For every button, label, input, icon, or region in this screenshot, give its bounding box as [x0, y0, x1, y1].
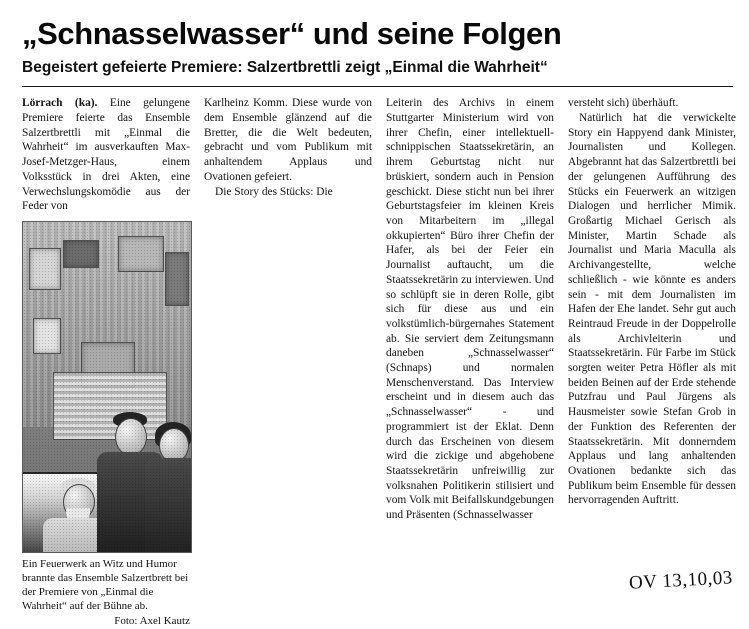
- column-1: [22, 96, 190, 628]
- photo-credit: Foto: Axel Kautz: [114, 615, 190, 628]
- photo-wrapper: [22, 221, 190, 629]
- photo-caption: Ein Feuerwerk an Witz und Humor brannte das Ensemble Salzertbrett bei der Premiere von „Einmal die Wahrheit“ auf der Bühne ab.: [22, 557, 189, 612]
- column-3: [386, 96, 554, 522]
- column-3-paragraph-1: Leiterin des Archivs in einem Stuttgarter Ministerium wird von ihrer Chefin, einer intellektuell-schnippischen Staatssekretärin, an ihrem Geburtstag nicht nur brüskiert, sondern auch in Pension geschickt. Diese sticht nun bei ihrer Geburtstagsfeier im kleinen Kreis von Mitarbeitern im „illegal okkupierten“ Büro ihrer Chefin der Hafer, als bei der Feier ein Journalist auftaucht, um die Staatssekretärin zu interviewen. Und so schlüpft sie in deren Rolle, gibt sich für diese aus und ein volkstümlich-bürgernahes Statement ab. Sie serviert dem Zeitungsmann daneben „Schnasselwasser“ (Schnaps) und normalen Menschenverstand. Das Interview erscheint und in diesem auch das „Schnasselwasser“ - und programmiert ist der Eklat. Denn durch das Erscheinen von diesem wird die zickige und abgehobene Staatssekretärin unfreiwillig zur volksnahen Politikerin stilisiert und vom Volk mit Beifallskundgebungen und Präsenten (Schnasselwasser: [386, 97, 554, 522]
- column-4-paragraph-1: versteht sich) überhäuft.: [568, 97, 679, 110]
- article-columns: [22, 96, 736, 628]
- column-1-paragraph-1: [22, 96, 190, 214]
- handwritten-annotation: OV 13,10,03: [628, 567, 734, 594]
- column-4-paragraph-2: Natürlich hat die verwickelte Story ein Happyend dank Minister, Journalisten und Kollegen. Abgebrannt hat das Salzertbrettli bei der gelungenen Aufführung des Stücks ein Feuerwerk an witzigen Dialogen und herrlicher Mimik. Großartig Michael Gerisch als Minister, Martin Schade als Journalist und Maria Maculla als Archivangestellte, welche schließlich - wie könnte es anders sein - mit dem Journalisten im Hafen der Ehe landet. Sehr gut auch Reintraud Freude in der Doppelrolle als Archivleiterin und Staatssekretärin. Für Farbe im Stück sorgten weiter Petra Höfler als mit beiden Beinen auf der Erde stehende Putzfrau und Paul Jürgens als Hausmeister sowie Stefan Grob in der Funktion des Referenten der Staatssekretärin. Mit donnerndem Applaus und lang anhaltenden Ovationen bedankte sich das Publikum beim Ensemble für dessen hervorragenden Auftritt.: [568, 112, 736, 507]
- page-title: „Schnasselwasser“ und seine Folgen: [22, 16, 562, 51]
- column-4: [568, 96, 736, 508]
- column-2: [204, 96, 372, 199]
- column-1-text: Eine gelungene Premiere feierte das Ensemble Salzertbrettli mit „Einmal die Wahrheit“ im ausverkauften Max-Josef-Metzger-Haus, einem Volksstück in drei Akten, eine Verwechslungskomödie aus der Feder von: [22, 97, 190, 213]
- subheadline: Begeistert gefeierte Premiere: Salzertbrettli zeigt „Einmal die Wahrheit“: [22, 58, 548, 76]
- column-2-paragraph-2: Die Story des Stücks: Die: [215, 185, 333, 198]
- photo-grain-overlay: [23, 222, 191, 552]
- dateline: Lörrach (ka).: [22, 97, 98, 110]
- horizontal-divider: [22, 86, 733, 87]
- theatre-ensemble-photo: [22, 221, 192, 553]
- column-2-paragraph-1: Karlheinz Komm. Diese wurde von dem Ensemble glänzend auf die Bretter, die die Welt bedeuten, gebracht und vom Publikum mit anhaltendem Applaus und Ovationen gefeiert.: [204, 97, 372, 183]
